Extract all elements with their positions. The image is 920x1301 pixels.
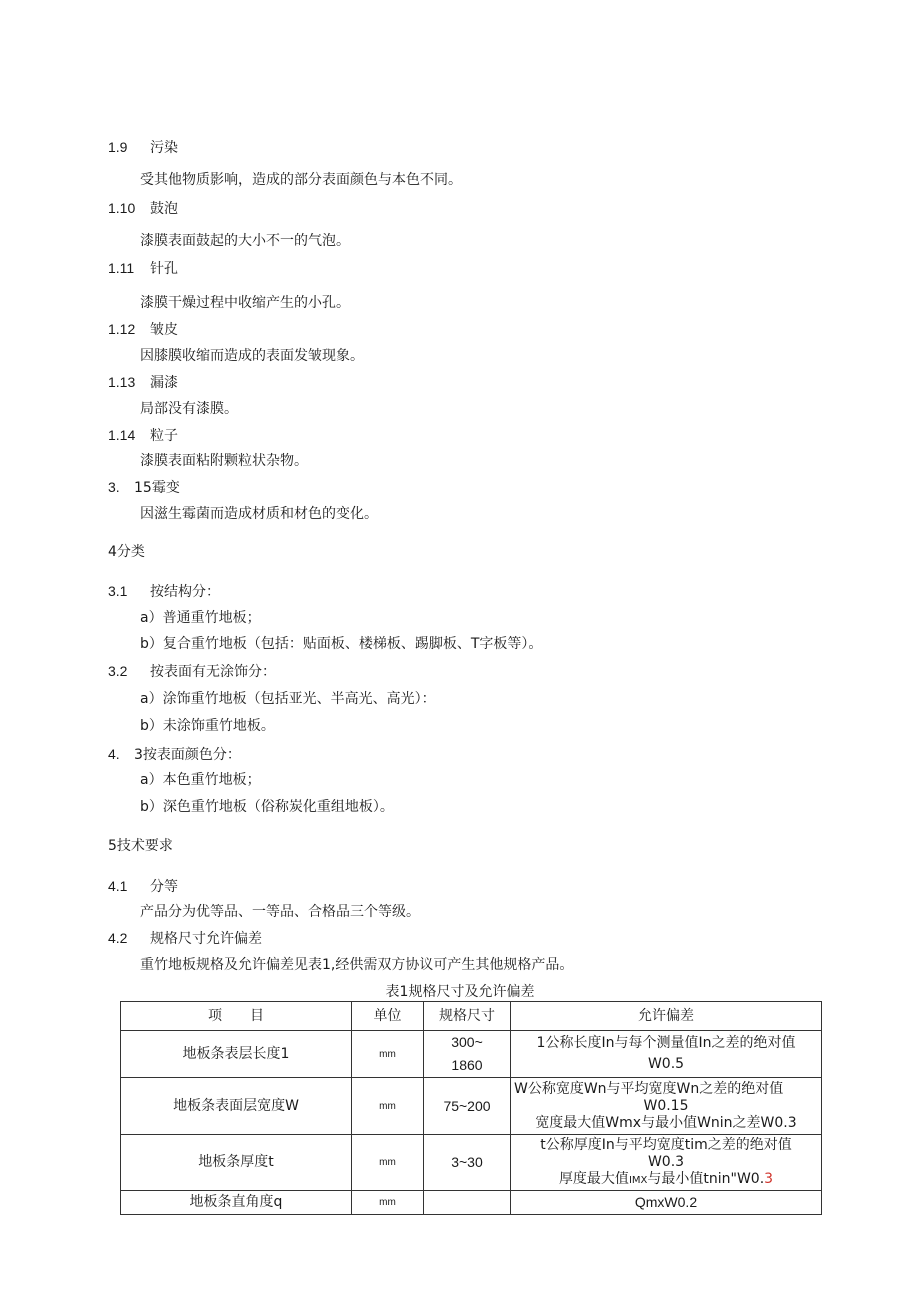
table-row — [121, 1078, 822, 1135]
term-title: 鼓泡 — [150, 201, 178, 217]
header-item: 项 目 — [121, 1002, 352, 1031]
clause-4-3-item-a: a）本色重竹地板； — [140, 772, 261, 788]
table-row — [121, 1031, 822, 1078]
clause-4-1-heading — [108, 877, 178, 896]
term-title: 污染 — [150, 140, 178, 156]
term-title: 漏漆 — [150, 375, 178, 391]
term-1-14-desc: 漆膜表面粘附颗粒状杂物。 — [140, 453, 308, 469]
cell-item: 地板条表层长度1 — [121, 1031, 352, 1078]
tolerance-text: 与最小值tnin"W0. — [647, 1170, 765, 1187]
cell-tolerance — [511, 1078, 822, 1135]
clause-3-2-heading — [108, 662, 276, 681]
term-1-13-desc: 局部没有漆膜。 — [140, 401, 238, 417]
term-number: 1.14 — [108, 427, 136, 443]
clause-title: 按表面有无涂饰分： — [150, 664, 276, 680]
tolerance-line: W0.3 — [647, 1153, 685, 1170]
spec-table — [120, 1001, 822, 1215]
table-row — [121, 1135, 822, 1191]
clause-4-1-desc: 产品分为优等品、一等品、合格品三个等级。 — [140, 904, 420, 920]
clause-title: 规格尺寸允许偏差 — [150, 931, 262, 947]
cell-unit: mm — [352, 1078, 424, 1135]
header-unit: 单位 — [352, 1002, 424, 1031]
clause-4-2-desc: 重竹地板规格及允许偏差见表1,经供需双方协议可产生其他规格产品。 — [140, 957, 574, 973]
term-1-10-heading — [108, 199, 178, 218]
section-4-title: 4分类 — [108, 544, 145, 560]
table-header-row — [121, 1002, 822, 1031]
tolerance-line: 宽度最大值Wmx与最小值Wnin之差W0.3 — [535, 1114, 797, 1131]
cell-size: 75~200 — [424, 1078, 511, 1135]
tolerance-line: W公称宽度Wn与平均宽度Wn之差的绝对值 — [514, 1080, 784, 1097]
tolerance-line: W0.5 — [647, 1056, 685, 1072]
clause-title: 按结构分： — [150, 584, 220, 600]
clause-3-1-item-a: a）普通重竹地板； — [140, 610, 261, 626]
tolerance-line: W0.15 — [643, 1097, 689, 1114]
term-title: 15霉变 — [134, 480, 180, 496]
size-line: 300~ — [451, 1034, 483, 1050]
cell-tolerance — [511, 1031, 822, 1078]
cell-item: 地板条直角度q — [121, 1191, 352, 1215]
clause-title: 3按表面颜色分： — [134, 747, 241, 763]
clause-title: 分等 — [150, 879, 178, 895]
cell-size — [424, 1031, 511, 1078]
term-number: 1.11 — [108, 260, 135, 276]
table-caption: 表1规格尺寸及允许偏差 — [385, 984, 535, 1000]
table-row — [121, 1191, 822, 1215]
term-1-9-heading — [108, 138, 178, 157]
clause-number: 3.1 — [108, 583, 128, 599]
clause-3-2-item-a: a）涂饰重竹地板（包括亚光、半高光、高光）： — [140, 691, 436, 707]
clause-number: 4. — [108, 746, 120, 762]
tolerance-subscript: IMX — [628, 1174, 648, 1186]
cell-size — [424, 1191, 511, 1215]
clause-3-2-item-b: b）未涂饰重竹地板。 — [140, 718, 275, 734]
clause-3-1-item-b: b）复合重竹地板（包括：贴面板、楼梯板、踢脚板、T字板等）。 — [140, 636, 543, 652]
tolerance-line: t公称厚度In与平均宽度tim之差的绝对值 — [540, 1136, 792, 1153]
clause-4-3-item-b: b）深色重竹地板（俗称炭化重组地板）。 — [140, 799, 394, 815]
header-tolerance: 允许偏差 — [511, 1002, 822, 1031]
cell-tolerance: QmxW0.2 — [511, 1191, 822, 1215]
cell-tolerance — [511, 1135, 822, 1191]
clause-number: 3.2 — [108, 663, 128, 679]
term-1-11-heading — [108, 259, 178, 278]
term-1-15-heading — [108, 478, 180, 497]
cell-item: 地板条表面层宽度W — [121, 1078, 352, 1135]
tolerance-text: 厚度最大值 — [558, 1170, 629, 1187]
term-number: 1.13 — [108, 374, 136, 390]
tolerance-line — [514, 1171, 818, 1189]
term-number: 1.12 — [108, 321, 136, 337]
cell-unit: mm — [352, 1191, 424, 1215]
tolerance-line: 1公称长度In与每个测量值In之差的绝对值 — [536, 1035, 796, 1051]
term-title: 皱皮 — [150, 322, 178, 338]
term-1-9-desc: 受其他物质影响，造成的部分表面颜色与本色不同。 — [140, 172, 462, 188]
term-1-13-heading — [108, 373, 178, 392]
term-1-12-desc: 因膝膜收缩而造成的表面发皱现象。 — [140, 348, 364, 364]
clause-4-3-heading — [108, 745, 241, 764]
header-size: 规格尺寸 — [424, 1002, 511, 1031]
cell-unit: mm — [352, 1031, 424, 1078]
size-line: 1860 — [451, 1057, 483, 1073]
section-5-title: 5技术要求 — [108, 838, 173, 854]
cell-size: 3~30 — [424, 1135, 511, 1191]
clause-number: 4.2 — [108, 930, 128, 946]
term-1-11-desc: 漆膜干燥过程中收缩产生的小孔。 — [140, 295, 350, 311]
term-1-14-heading — [108, 426, 178, 445]
term-title: 针孔 — [150, 261, 178, 277]
tolerance-red-digit: 3 — [764, 1170, 774, 1187]
clause-4-2-heading — [108, 929, 262, 948]
term-number: 1.10 — [108, 200, 136, 216]
cell-item: 地板条厚度t — [121, 1135, 352, 1191]
term-number: 1.9 — [108, 139, 128, 155]
clause-number: 4.1 — [108, 878, 128, 894]
term-1-12-heading — [108, 320, 178, 339]
clause-3-1-heading — [108, 582, 220, 601]
term-1-15-desc: 因滋生霉菌而造成材质和材色的变化。 — [140, 506, 378, 522]
term-number: 3. — [108, 479, 120, 495]
term-title: 粒子 — [150, 428, 178, 444]
term-1-10-desc: 漆膜表面鼓起的大小不一的气泡。 — [140, 233, 350, 249]
cell-unit: mm — [352, 1135, 424, 1191]
